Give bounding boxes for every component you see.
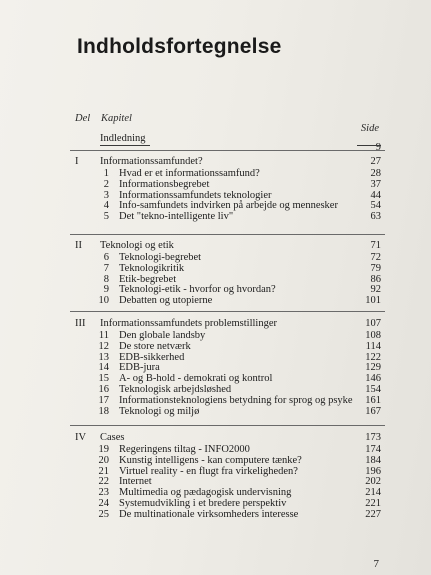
chapter-page: 44 bbox=[370, 189, 381, 201]
intro-underline bbox=[100, 145, 150, 146]
chapter-title: Det "tekno-intelligente liv" bbox=[119, 211, 234, 223]
chapter-number: 8 bbox=[103, 273, 109, 285]
chapter-title: Teknologi og miljø bbox=[119, 405, 200, 417]
page-number: 7 bbox=[373, 558, 379, 570]
chapter-row bbox=[0, 263, 431, 274]
chapter-number: 2 bbox=[103, 178, 109, 190]
chapter-number: 22 bbox=[98, 476, 109, 488]
chapter-page: 101 bbox=[365, 295, 381, 307]
column-header-kapitel: Kapitel bbox=[101, 113, 132, 124]
chapter-title: Etik-begrebet bbox=[119, 273, 177, 285]
chapter-title: Teknologi-begrebet bbox=[119, 252, 202, 263]
chapter-title: Systemudvikling i et bredere perspektiv bbox=[119, 498, 287, 509]
chapter-title: De multinationale virksomheders interesse bbox=[119, 508, 299, 520]
chapter-page: 196 bbox=[365, 465, 381, 477]
chapter-title: Regeringens tiltag - INFO2000 bbox=[119, 444, 250, 455]
section-page: 173 bbox=[365, 432, 381, 443]
chapter-number: 1 bbox=[103, 168, 109, 179]
chapter-number: 15 bbox=[98, 373, 109, 385]
chapter-title: Den globale landsby bbox=[119, 330, 206, 341]
section-page: 71 bbox=[370, 240, 381, 251]
intro-label: Indledning bbox=[100, 133, 146, 144]
chapter-number: 17 bbox=[98, 394, 109, 406]
chapter-page: 154 bbox=[365, 384, 381, 395]
chapter-title: Hvad er et informationssamfund? bbox=[119, 168, 260, 179]
chapter-number: 23 bbox=[98, 487, 109, 499]
chapter-row bbox=[0, 373, 431, 384]
section-title: Informationssamfundets problemstillinger bbox=[100, 318, 278, 329]
chapter-title: EDB-jura bbox=[119, 362, 160, 374]
chapter-row bbox=[0, 352, 431, 363]
chapter-row bbox=[0, 200, 431, 211]
chapter-row bbox=[0, 509, 431, 520]
chapter-number: 4 bbox=[103, 200, 109, 212]
chapter-number: 24 bbox=[98, 498, 109, 509]
section-title: Informationssamfundet? bbox=[100, 156, 203, 167]
section-title: Cases bbox=[100, 432, 125, 443]
section-separator bbox=[70, 150, 385, 151]
chapter-number: 18 bbox=[98, 405, 109, 417]
chapter-number: 3 bbox=[103, 189, 109, 201]
chapter-title: Informationsbegrebet bbox=[119, 178, 210, 190]
chapter-page: 184 bbox=[365, 454, 381, 466]
chapter-number: 20 bbox=[98, 454, 109, 466]
chapter-number: 7 bbox=[103, 262, 109, 274]
chapter-title: Virtuel reality - en flugt fra virkeligheden? bbox=[119, 465, 298, 477]
chapter-page: 167 bbox=[365, 405, 381, 417]
chapter-number: 5 bbox=[103, 211, 109, 223]
chapter-page: 161 bbox=[365, 394, 381, 406]
chapter-row bbox=[0, 284, 431, 295]
page-title: Indholdsfortegnelse bbox=[77, 35, 282, 58]
chapter-number: 16 bbox=[98, 384, 109, 395]
chapter-row bbox=[0, 406, 431, 417]
chapter-page: 227 bbox=[365, 508, 381, 520]
chapter-row bbox=[0, 330, 431, 341]
chapter-row bbox=[0, 487, 431, 498]
chapter-row bbox=[0, 168, 431, 179]
chapter-number: 9 bbox=[103, 284, 109, 296]
chapter-page: 122 bbox=[365, 351, 381, 363]
chapter-row bbox=[0, 362, 431, 373]
chapter-row bbox=[0, 274, 431, 285]
section-numeral: II bbox=[75, 240, 82, 251]
chapter-page: 28 bbox=[370, 168, 381, 179]
chapter-page: 54 bbox=[370, 200, 381, 212]
section-numeral: IV bbox=[75, 432, 87, 443]
chapter-row bbox=[0, 384, 431, 395]
chapter-page: 72 bbox=[370, 252, 381, 263]
chapter-title: Informationsteknologiens betydning for sprog og psyke bbox=[119, 394, 353, 406]
chapter-number: 19 bbox=[98, 444, 109, 455]
chapter-title: A- og B-hold - demokrati og kontrol bbox=[119, 373, 273, 385]
chapter-title: Informationssamfundets teknologier bbox=[119, 189, 272, 201]
chapter-row bbox=[0, 211, 431, 222]
section-numeral: III bbox=[75, 318, 86, 329]
chapter-row bbox=[0, 252, 431, 263]
chapter-row bbox=[0, 498, 431, 509]
chapter-page: 214 bbox=[365, 487, 381, 499]
chapter-row bbox=[0, 444, 431, 455]
chapter-row bbox=[0, 341, 431, 352]
chapter-row bbox=[0, 190, 431, 201]
chapter-page: 79 bbox=[370, 262, 381, 274]
chapter-row bbox=[0, 455, 431, 466]
chapter-page: 63 bbox=[370, 211, 381, 223]
chapter-page: 86 bbox=[370, 273, 381, 285]
chapter-title: Debatten og utopierne bbox=[119, 295, 213, 307]
chapter-row bbox=[0, 395, 431, 406]
section-numeral: I bbox=[75, 156, 79, 167]
chapter-number: 14 bbox=[98, 362, 109, 374]
section-separator bbox=[70, 425, 385, 426]
chapter-number: 6 bbox=[103, 252, 109, 263]
section-separator bbox=[70, 234, 385, 235]
chapter-title: Teknologisk arbejdsløshed bbox=[119, 384, 232, 395]
chapter-title: Multimedia og pædagogisk undervisning bbox=[119, 487, 292, 499]
column-header-del: Del bbox=[75, 113, 91, 124]
chapter-page: 108 bbox=[365, 330, 381, 341]
chapter-page: 221 bbox=[365, 498, 381, 509]
chapter-page: 202 bbox=[365, 476, 381, 488]
chapter-page: 92 bbox=[370, 284, 381, 296]
chapter-number: 10 bbox=[98, 295, 109, 307]
column-header-side: Side bbox=[360, 123, 379, 134]
section-title: Teknologi og etik bbox=[100, 240, 174, 251]
chapter-page: 174 bbox=[365, 444, 381, 455]
chapter-title: Internet bbox=[119, 476, 152, 488]
chapter-page: 114 bbox=[365, 340, 381, 352]
intro-page: 9 bbox=[375, 142, 381, 153]
chapter-title: Kunstig intelligens - kan computere tænke? bbox=[119, 454, 302, 466]
chapter-row bbox=[0, 476, 431, 487]
chapter-title: EDB-sikkerhed bbox=[119, 351, 185, 363]
chapter-number: 21 bbox=[98, 465, 109, 477]
chapter-number: 25 bbox=[98, 508, 109, 520]
chapter-number: 13 bbox=[98, 351, 109, 363]
chapter-row bbox=[0, 295, 431, 306]
chapter-number: 12 bbox=[98, 340, 109, 352]
chapter-row bbox=[0, 179, 431, 190]
section-page: 107 bbox=[365, 318, 381, 329]
chapter-page: 146 bbox=[365, 373, 381, 385]
chapter-row bbox=[0, 466, 431, 477]
chapter-title: Teknologikritik bbox=[119, 262, 185, 274]
chapter-page: 37 bbox=[370, 178, 381, 190]
chapter-title: De store netværk bbox=[119, 340, 191, 352]
section-separator bbox=[70, 311, 385, 312]
chapter-page: 129 bbox=[365, 362, 381, 374]
chapter-title: Teknologi-etik - hvorfor og hvordan? bbox=[119, 284, 276, 296]
section-page: 27 bbox=[370, 156, 381, 167]
chapter-title: Info-samfundets indvirken på arbejde og mennesker bbox=[119, 200, 338, 212]
intro-page-underline bbox=[357, 145, 381, 146]
chapter-number: 11 bbox=[98, 330, 109, 341]
